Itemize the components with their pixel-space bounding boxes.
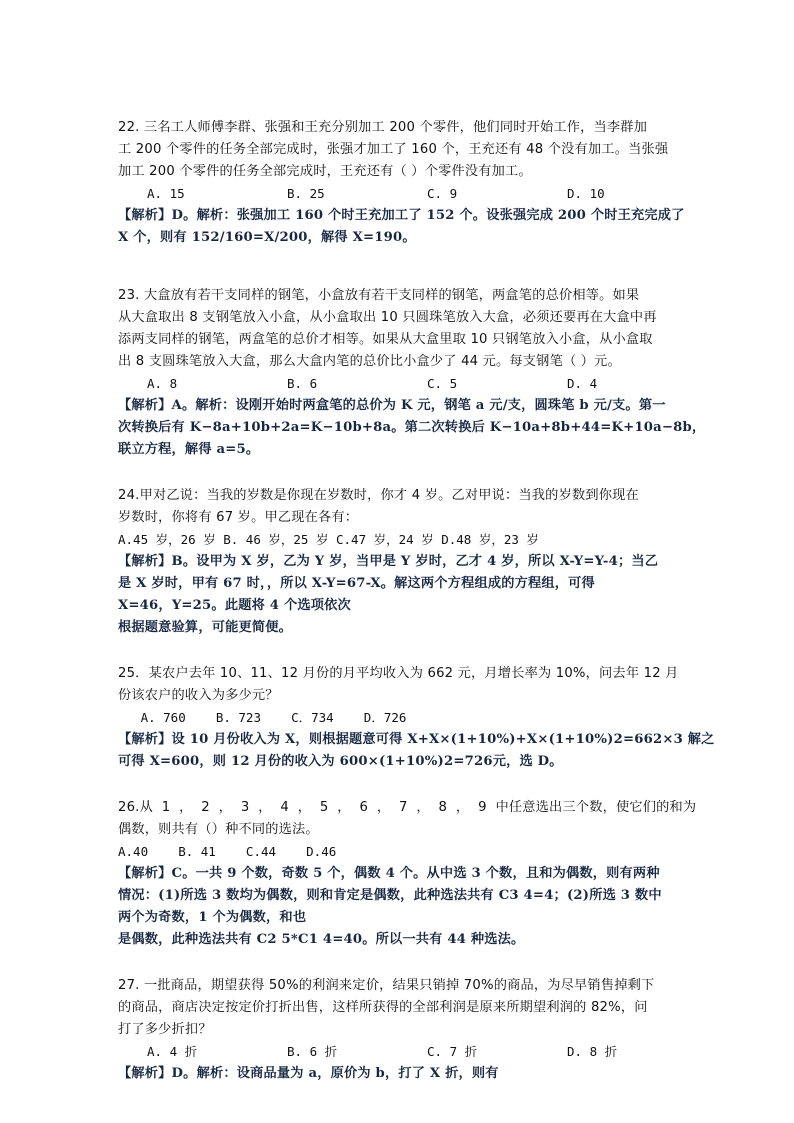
answer-choices xyxy=(118,183,678,205)
choice-d: D. 8 折 xyxy=(567,1044,618,1059)
explanation-line: 【解析】设 10 月份收入为 X，则根据题意可得 X+X×(1+10%)+X×(1+10%)2=662×3 解之 xyxy=(118,732,715,747)
question-stem-line: 25．某农户去年 10、11、12 月份的月平均收入为 662 元，月增长率为 10%，问去年 12 月 xyxy=(118,666,679,681)
choice-c: C. 9 xyxy=(427,186,458,201)
document-page xyxy=(118,117,715,1085)
choice-b: B. 6 折 xyxy=(287,1044,338,1059)
explanation xyxy=(118,863,678,951)
answer-choices: A.40 B. 41 C.44 D.46 xyxy=(118,844,337,859)
explanation-line: 【解析】C。一共 9 个数，奇数 5 个，偶数 4 个。从中选 3 个数，且和为偶数，则有两种 xyxy=(118,866,660,881)
question-27 xyxy=(118,975,678,1085)
answer-choices: A.45 岁，26 岁 B. 46 岁，25 岁 C.47 岁，24 岁 D.48 岁，23 岁 xyxy=(118,532,539,547)
question-stem-line: 岁数时，你将有 67 岁。甲乙现在各有： xyxy=(118,510,359,525)
question-26 xyxy=(118,797,697,951)
question-25 xyxy=(118,663,715,773)
choice-c: C. 7 折 xyxy=(427,1044,478,1059)
explanation-line: 次转换后有 K−8a+10b+2a=K−10b+8a。第二次转换后 K−10a+8b+44=K+10a−8b， xyxy=(118,420,706,435)
explanation-line: 两个为奇数，1 个为偶数，和也 xyxy=(118,910,307,925)
question-stem-line: 的商品，商店决定按定价打折出售，这样所获得的全部利润是原来所期望利润的 82%，问 xyxy=(118,1000,648,1015)
question-stem-line: 出 8 支圆珠笔放入大盒，那么大盒内笔的总价比小盒少了 44 元。每支钢笔（ ）元。 xyxy=(118,354,621,369)
explanation-line: 可得 X=600，则 12 月份的收入为 600×(1+10%)2=726元，选 D。 xyxy=(118,754,563,769)
explanation-line: 【解析】D。解析：设商品量为 a，原价为 b，打了 X 折，则有 xyxy=(118,1066,499,1081)
explanation-line: 联立方程，解得 a=5。 xyxy=(118,442,260,457)
question-stem-line: 27. 一批商品，期望获得 50%的利润来定价，结果只销掉 70%的商品，为尽早销售掉剩下 xyxy=(118,978,655,993)
explanation-line: 是偶数，此种选法共有 C2 5*C1 4=40。所以一共有 44 种选法。 xyxy=(118,932,525,947)
choice-b: B. 6 xyxy=(287,376,318,391)
choice-a: A. 8 xyxy=(147,376,178,391)
explanation-line: 根据题意验算，可能更简便。 xyxy=(118,620,293,635)
answer-choices xyxy=(118,373,678,395)
answer-choices: A. 760 B. 723 C．734 D．726 xyxy=(118,710,407,725)
choice-a: A. 4 折 xyxy=(147,1044,198,1059)
question-stem-line: 打了多少折扣？ xyxy=(118,1022,212,1037)
answer-choices xyxy=(118,1041,678,1063)
question-stem-line: 加工 200 个零件的任务全部完成时，王充还有（ ）个零件没有加工。 xyxy=(118,164,532,179)
explanation-line: X=46，Y=25。此题将 4 个选项依次 xyxy=(118,598,351,613)
choice-c: C. 5 xyxy=(427,376,458,391)
explanation xyxy=(118,551,678,639)
question-stem-line: 偶数，则共有（）种不同的选法。 xyxy=(118,822,319,837)
explanation xyxy=(118,729,715,773)
question-stem-line: 工 200 个零件的任务全部完成时，张强才加工了 160 个，王充还有 48 个没有加工。当张强 xyxy=(118,142,669,157)
question-stem-line: 添两支同样的钢笔，两盒笔的总价才相等。如果从大盒里取 10 只钢笔放入小盒，从小盒取 xyxy=(118,332,653,347)
choice-a: A. 15 xyxy=(147,186,185,201)
question-stem-line: 26.从 1 ， 2 ， 3 ， 4 ， 5 ， 6 ， 7 ， 8 ， 9 中任意选出三个数，使它们的和为 xyxy=(118,800,697,815)
choice-d: D. 4 xyxy=(567,376,598,391)
question-stem-line: 份该农户的收入为多少元？ xyxy=(118,688,279,703)
question-stem-line: 从大盒取出 8 支钢笔放入小盒，从小盒取出 10 只圆珠笔放入大盒，必须还要再在大盒中再 xyxy=(118,310,657,325)
explanation-line: X 个，则有 152/160=X/200，解得 X=190。 xyxy=(118,230,416,245)
question-24 xyxy=(118,485,678,639)
explanation xyxy=(118,205,685,249)
choice-b: B. 25 xyxy=(287,186,325,201)
question-stem-line: 22. 三名工人师傅李群、张强和王充分别加工 200 个零件，他们同时开始工作，当李群加 xyxy=(118,120,648,135)
explanation-line: 【解析】B。设甲为 X 岁，乙为 Y 岁，当甲是 Y 岁时，乙才 4 岁，所以 X-Y=Y-4；当乙 xyxy=(118,554,659,569)
choice-d: D. 10 xyxy=(567,186,605,201)
question-stem-line: 24.甲对乙说：当我的岁数是你现在岁数时，你才 4 岁。乙对甲说：当我的岁数到你现在 xyxy=(118,488,639,503)
explanation xyxy=(118,395,706,461)
explanation-line: 是 X 岁时，甲有 67 时，，所以 X-Y=67-X。解这两个方程组成的方程组，可得 xyxy=(118,576,595,591)
question-23 xyxy=(118,285,706,461)
question-stem-line: 23. 大盒放有若干支同样的钢笔，小盒放有若干支同样的钢笔，两盒笔的总价相等。如果 xyxy=(118,288,640,303)
explanation xyxy=(118,1063,678,1085)
question-22 xyxy=(118,117,685,249)
explanation-line: 【解析】A。解析：设刚开始时两盒笔的总价为 K 元，钢笔 a 元/支，圆珠笔 b 元/支。第一 xyxy=(118,398,666,413)
explanation-line: 情况：(1)所选 3 数均为偶数，则和肯定是偶数，此种选法共有 C3 4=4；(2)所选 3 数中 xyxy=(118,888,662,903)
explanation-line: 【解析】D。解析：张强加工 160 个时王充加工了 152 个。设张强完成 200 个时王充完成了 xyxy=(118,208,685,223)
